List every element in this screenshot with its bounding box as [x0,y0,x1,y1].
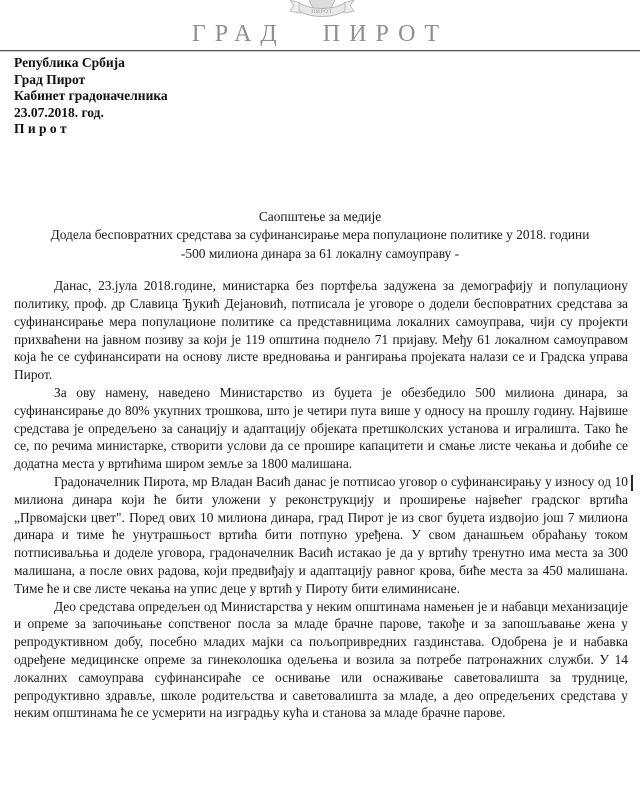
title-block [13,208,627,264]
sender-city: Град Пирот [14,71,86,87]
sender-country: Република Србија [14,55,125,70]
sender-office: Кабинет градоначелника [14,88,168,103]
body-paragraph: Данас, 23.јула 2018.године, министарка без портфеља задужена за демографију и популациону политику, проф. др Славица Ђукић Дејановић, потписала је уговоре о додели бесповратних средстава за суфинансирање мера популационе политике са представницима локалних самоуправа, чији су пројекти прихваћени на јавном позиву за који је 119 општина поднело 71 пријаву. Међу 61 локалном самоуправом која ће се суфинансирати на основу листе вредновања и рангирања пројеката налази се и Градска управа Пирот. [14,278,628,383]
seal-banner-text: ПИРОТ [311,9,333,15]
letterhead-divider [0,50,640,52]
press-release-headline: Додела бесповратних средстава за суфинансирање мера популационе политике у 2018. години [50,227,590,243]
body-paragraph: Део средстава опредељен од Министарства у неким општинама намењен је и набавци механизације и опреме за започињање сопственог посла за младе брачне парове, такође и за запошљавање жена у репродуктивном добу, посебно младих мајки са пољопривредних газдинстава. Одобрена је и набавка одређене медицинске опреме за гинеколошка одељења и возила за потребе патронажних служби. У 14 локалних самоуправа суфинансираће се оснивање или оснаживање саветовалишта за труднице, репродуктивно здравље, школе родитељства и саветовалишта за младе, а део опредељених средстава у неким општинама ће се усмерити на изградњу кућа и станова за младе брачне парове. [14,598,628,721]
sender-block [14,55,628,138]
text-cursor [631,475,633,491]
body-paragraph: За ову намену, наведено Министарство из буџета је обезбедило 500 милиона динара, за суфинансирање до 80% укупних трошкова, што је четири пута више у односу на прошлу годину. Највише средстава је опредељено за санацију и адаптацију објеката претшколских установа и игралишта. Тако ће се, по речима министарке, створити услови да се прошире капацитети и смање листе чекања и добиће се додатна места у вртићима широм земље за 1800 малишана. [14,385,628,472]
letterhead-city-title: ГРАД ПИРОТ [191,21,449,47]
press-release-body [14,277,628,722]
pirot-seal-icon [287,0,357,21]
press-release-subheadline: -500 милиона динара за 61 локалну самоуправу - [180,245,460,261]
sender-date: 23.07.2018. год. [14,104,104,120]
press-release-subject: Саопштење за медије [258,208,382,224]
body-paragraph: Градоначелник Пирота, мр Владан Васић данас је потписао уговор о суфинансирању у износу од 10 милиона динара који ће бити уложени у реконструкцију и проширење највећег градског вртића „Првомајски цвет". Поред ових 10 милиона динара, град Пирот је из свог буџета издвојио још 7 милиона динара и тиме ће унутрашњост вртића бити потпуно уређена. У свом данашњем обраћању током потписиваљња и доделе уговора, градоначелник Васић истакао је да у вртићу тренутно има места за 300 малишана, а после ових радова, који предвиђају и адаптацију равног крова, биће места за 450 малишана. Тиме ће и све листе чекања на упис деце у вртић у Пироту бити елиминисане. [14,474,628,596]
sender-place: П и р о т [14,121,67,136]
